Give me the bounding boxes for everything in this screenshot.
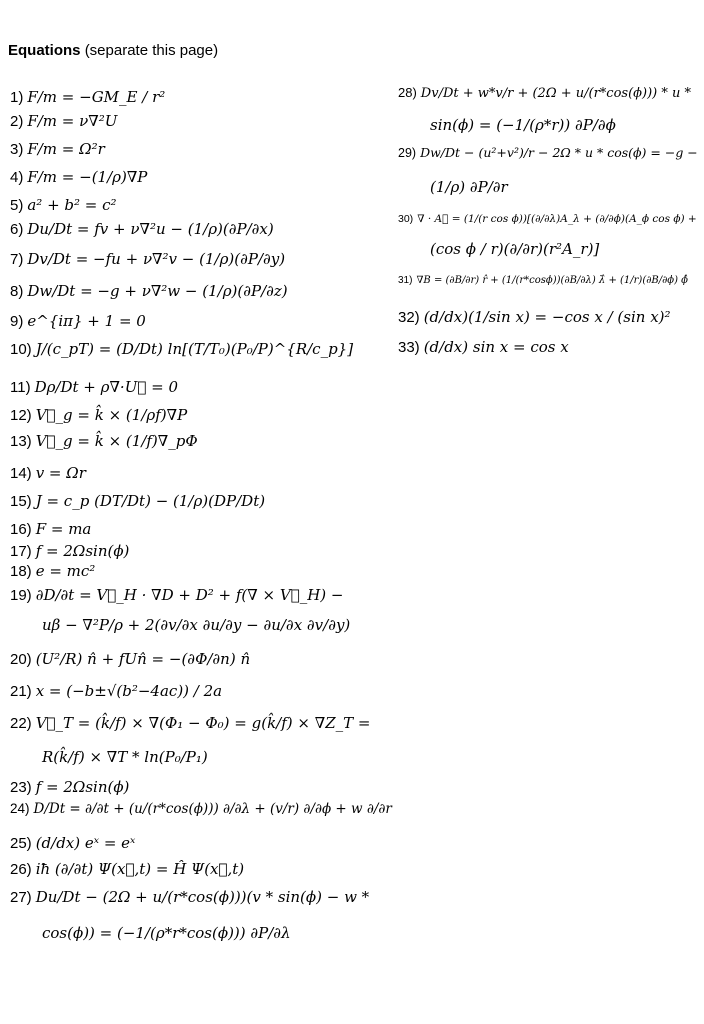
- equation-number: 1): [10, 89, 24, 106]
- equation-body: e = mc²: [35, 562, 96, 580]
- equation-body: ∂D/∂t = V⃗_H · ∇D + D² + f(∇ × V⃗_H) −: [35, 586, 344, 604]
- equation-body: f = 2Ωsin(ϕ): [35, 778, 130, 796]
- equation-body: F = ma: [35, 520, 92, 538]
- equation-row: [10, 140, 105, 159]
- equation-row: [10, 88, 165, 107]
- equation-body: Dw/Dt − (u²+v²)/r − 2Ω * u * cos(ϕ) = −g −: [420, 145, 698, 160]
- equation-body: V⃗_T = (k̂/f) × ∇(Φ₁ − Φ₀) = g(k̂/f) × ∇Z_T =: [35, 714, 371, 732]
- equation-number: 15): [10, 493, 32, 510]
- equation-number: 14): [10, 465, 32, 482]
- equation-number: 13): [10, 433, 32, 450]
- heading-note: (separate this page): [84, 42, 219, 59]
- equation-row: [10, 340, 353, 359]
- equation-number: 29): [398, 146, 417, 160]
- equation-number: 33): [398, 339, 420, 356]
- equation-body: Dw/Dt = −g + ν∇²w − (1/ρ)(∂P/∂z): [27, 282, 288, 300]
- equation-row: [10, 888, 369, 907]
- equation-row: [398, 338, 569, 357]
- equation-row: [398, 178, 508, 197]
- equation-row: [10, 432, 198, 451]
- equation-number: 32): [398, 309, 420, 326]
- equation-number: 2): [10, 113, 24, 130]
- equation-number: 31): [398, 275, 413, 286]
- equation-row: [10, 562, 95, 581]
- equation-body: x = (−b±√(b²−4ac)) / 2a: [35, 682, 223, 700]
- equation-number: 7): [10, 251, 24, 268]
- equation-body: ∇ · A⃗ = (1/(r cos ϕ))[(∂/∂λ)A_λ + (∂/∂ϕ)(A_ϕ cos ϕ) +: [417, 213, 697, 225]
- equation-body: F/m = Ω²r: [27, 140, 105, 158]
- equation-row: [10, 464, 86, 483]
- equation-number: 8): [10, 283, 24, 300]
- equation-number: 16): [10, 521, 32, 538]
- equation-number: 12): [10, 407, 32, 424]
- equation-row: [10, 520, 91, 539]
- equation-row: [10, 748, 208, 767]
- equation-body: uβ − ∇²P/ρ + 2(∂v/∂x ∂u/∂y − ∂u/∂x ∂v/∂y): [42, 616, 351, 634]
- equation-row: [398, 116, 616, 135]
- equation-body: a² + b² = c²: [27, 196, 117, 214]
- equation-number: 17): [10, 543, 32, 560]
- equation-row: [10, 196, 117, 215]
- equation-row: [398, 210, 697, 228]
- equation-body: Du/Dt = fv + ν∇²u − (1/ρ)(∂P/∂x): [27, 220, 274, 238]
- equation-row: [10, 714, 371, 733]
- equation-body: (cos ϕ / r)(∂/∂r)(r²A_r)]: [430, 240, 600, 258]
- equation-number: 26): [10, 861, 32, 878]
- equation-row: [10, 492, 265, 511]
- equation-row: [10, 220, 274, 239]
- equation-body: F/m = −GM_E / r²: [27, 88, 166, 106]
- equation-number: 4): [10, 169, 24, 186]
- equation-body: iħ (∂/∂t) Ψ(x⃗,t) = Ĥ Ψ(x⃗,t): [35, 860, 245, 878]
- equation-body: Dv/Dt = −fu + ν∇²v − (1/ρ)(∂P/∂y): [27, 250, 286, 268]
- equation-body: ∇B = (∂B/∂r) r̂ + (1/(r*cosϕ))(∂B/∂λ) λ̂ + (1/r)(∂B/∂ϕ) ϕ̂: [416, 275, 688, 286]
- equation-body: V⃗_g = k̂ × (1/f)∇_pΦ: [35, 432, 198, 450]
- equation-body: F/m = −(1/ρ)∇P: [27, 168, 148, 186]
- equation-number: 28): [398, 85, 417, 100]
- equation-row: [10, 586, 343, 605]
- equation-number: 5): [10, 197, 24, 214]
- equation-row: [10, 834, 135, 853]
- equation-row: [10, 616, 350, 635]
- equation-row: [10, 650, 250, 669]
- equation-body: J/(c_pT) = (D/Dt) ln[(T/T₀)(P₀/P)^{R/c_p}]: [35, 340, 354, 358]
- equation-body: (d/dx) eˣ = eˣ: [35, 834, 136, 852]
- equation-row: [398, 308, 671, 327]
- equation-number: 6): [10, 221, 24, 238]
- equation-number: 21): [10, 683, 32, 700]
- equation-body: F/m = ν∇²U: [27, 112, 118, 130]
- heading-bold: Equations: [8, 42, 81, 59]
- equation-number: 24): [10, 801, 30, 816]
- equation-number: 30): [398, 213, 414, 225]
- equation-body: sin(ϕ) = (−1/(ρ*r)) ∂P/∂ϕ: [430, 116, 616, 134]
- equation-row: [10, 682, 222, 701]
- equation-number: 9): [10, 313, 24, 330]
- equation-row: [10, 112, 117, 131]
- equation-row: [398, 144, 698, 162]
- equation-number: 19): [10, 587, 32, 604]
- equation-body: f = 2Ωsin(ϕ): [35, 542, 130, 560]
- equation-row: [10, 282, 288, 301]
- equation-body: D/Dt = ∂/∂t + (u/(r*cos(ϕ))) ∂/∂λ + (v/r) ∂/∂ϕ + w ∂/∂r: [33, 801, 392, 817]
- equation-row: [10, 250, 285, 269]
- equation-number: 27): [10, 889, 32, 906]
- equation-body: Dρ/Dt + ρ∇·U⃗ = 0: [34, 378, 178, 396]
- equation-body: (1/ρ) ∂P/∂r: [430, 178, 508, 196]
- equation-number: 20): [10, 651, 32, 668]
- equation-body: (d/dx)(1/sin x) = −cos x / (sin x)²: [423, 308, 671, 326]
- equation-body: R(k̂/f) × ∇T * ln(P₀/P₁): [42, 748, 208, 766]
- equation-row: [398, 84, 691, 103]
- equation-body: e^{iπ} + 1 = 0: [27, 312, 146, 330]
- equation-row: [10, 800, 392, 818]
- equation-number: 23): [10, 779, 32, 796]
- equation-row: [10, 312, 146, 331]
- equation-row: [398, 240, 599, 259]
- equation-body: V⃗_g = k̂ × (1/ρf)∇P: [35, 406, 188, 424]
- page-heading: [8, 42, 218, 59]
- equation-number: 10): [10, 341, 32, 358]
- equation-row: [10, 924, 291, 943]
- equation-body: v = Ωr: [35, 464, 86, 482]
- equation-row: [10, 168, 147, 187]
- equation-body: (d/dx) sin x = cos x: [423, 338, 569, 356]
- equation-row: [10, 542, 129, 561]
- equation-number: 22): [10, 715, 32, 732]
- equation-body: Du/Dt − (2Ω + u/(r*cos(ϕ)))(v * sin(ϕ) − w *: [35, 888, 370, 906]
- equation-number: 25): [10, 835, 32, 852]
- equation-row: [10, 778, 129, 797]
- equation-body: (U²/R) n̂ + fUn̂ = −(∂Φ/∂n) n̂: [35, 650, 251, 668]
- equation-number: 3): [10, 141, 24, 158]
- equation-number: 18): [10, 563, 32, 580]
- equation-row: [10, 378, 178, 397]
- equation-row: [10, 860, 244, 879]
- equation-number: 11): [10, 379, 31, 396]
- equation-body: Dv/Dt + w*v/r + (2Ω + u/(r*cos(ϕ))) * u *: [420, 86, 691, 101]
- equation-row: [398, 272, 688, 290]
- equation-body: J = c_p (DT/Dt) − (1/ρ)(DP/Dt): [35, 492, 266, 510]
- equation-body: cos(ϕ)) = (−1/(ρ*r*cos(ϕ))) ∂P/∂λ: [42, 924, 291, 942]
- equation-row: [10, 406, 187, 425]
